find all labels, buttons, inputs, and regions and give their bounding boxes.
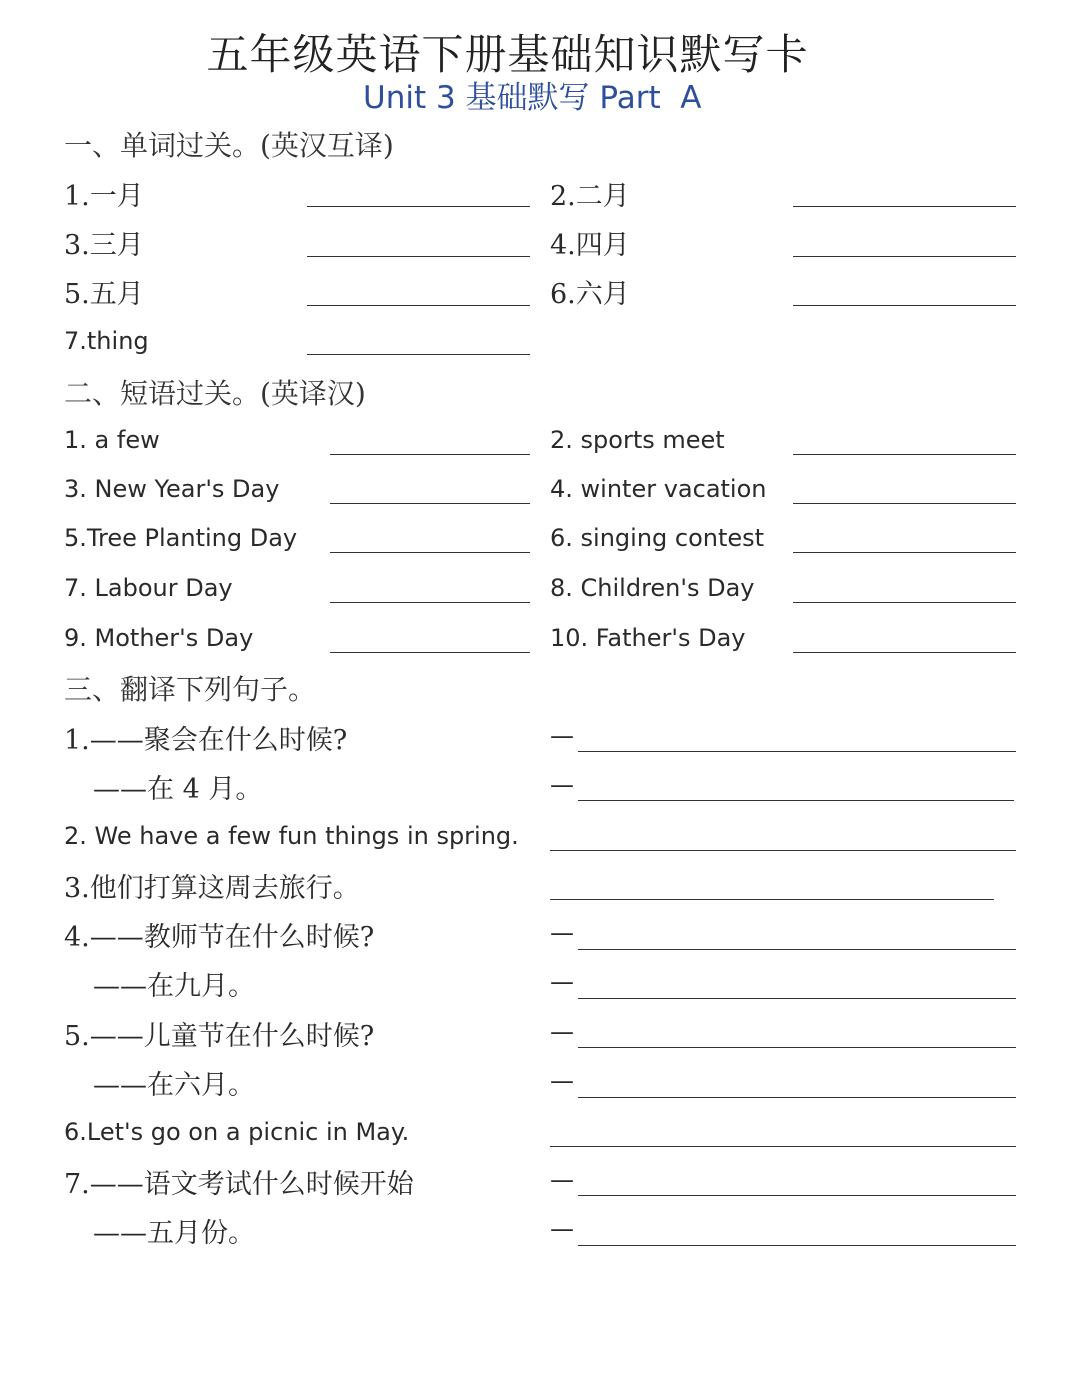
phrase-item: 8. Children's Day: [550, 574, 755, 602]
word-item: 4.四月: [550, 230, 630, 261]
dash-mark: —: [550, 1067, 574, 1095]
answer-line[interactable]: [578, 800, 1014, 801]
phrase-item: 3. New Year's Day: [64, 475, 280, 503]
word-item: 5.五月: [64, 279, 144, 310]
phrase-item: 9. Mother's Day: [64, 624, 254, 652]
answer-line[interactable]: [793, 256, 1016, 257]
answer-line[interactable]: [307, 256, 530, 257]
answer-line[interactable]: [793, 305, 1016, 306]
dash-mark: —: [550, 722, 574, 750]
word-item: 1.一月: [64, 181, 144, 212]
page-title: 五年级英语下册基础知识默写卡: [206, 30, 809, 79]
answer-line[interactable]: [550, 1146, 1016, 1147]
answer-line[interactable]: [550, 850, 1016, 851]
answer-line[interactable]: [578, 998, 1016, 999]
phrase-item: 1. a few: [64, 426, 160, 454]
sentence-item: 4.——教师节在什么时候?: [64, 922, 375, 953]
sentence-item: ——五月份。: [93, 1218, 255, 1249]
phrase-item: 4. winter vacation: [550, 475, 767, 503]
word-item: 7.thing: [64, 327, 149, 355]
phrase-item: 10. Father's Day: [550, 624, 746, 652]
subtitle-unit: Unit 3: [363, 80, 456, 116]
sentence-item: 6.Let's go on a picnic in May.: [64, 1118, 410, 1146]
answer-line[interactable]: [330, 552, 530, 553]
sentence-item: 7.——语文考试什么时候开始: [64, 1169, 414, 1200]
answer-line[interactable]: [578, 1195, 1016, 1196]
dash-mark: —: [550, 919, 574, 947]
section2-heading: 二、短语过关。(英译汉): [64, 377, 366, 410]
section1-heading: 一、单词过关。(英汉互译): [64, 129, 394, 162]
sentence-item: ——在六月。: [93, 1070, 255, 1101]
subtitle-cn: 基础默写: [465, 80, 590, 116]
answer-line[interactable]: [578, 949, 1016, 950]
phrase-item: 2. sports meet: [550, 426, 725, 454]
sentence-item: 5.——儿童节在什么时候?: [64, 1021, 375, 1052]
answer-line[interactable]: [307, 354, 530, 355]
answer-line[interactable]: [793, 602, 1016, 603]
answer-line[interactable]: [793, 454, 1016, 455]
subtitle-part: Part A: [599, 80, 702, 116]
answer-line[interactable]: [578, 751, 1016, 752]
word-item: 2.二月: [550, 181, 630, 212]
section3-heading: 三、翻译下列句子。: [64, 673, 317, 706]
phrase-item: 7. Labour Day: [64, 574, 233, 602]
answer-line[interactable]: [578, 1245, 1016, 1246]
dash-mark: —: [550, 1215, 574, 1243]
answer-line[interactable]: [793, 652, 1016, 653]
answer-line[interactable]: [793, 503, 1016, 504]
dash-mark: —: [550, 771, 574, 799]
sentence-item: ——在 4 月。: [93, 774, 263, 805]
answer-line[interactable]: [793, 552, 1016, 553]
answer-line[interactable]: [330, 652, 530, 653]
sentence-item: 3.他们打算这周去旅行。: [64, 873, 360, 904]
phrase-item: 6. singing contest: [550, 524, 765, 552]
word-item: 3.三月: [64, 230, 144, 261]
sentence-item: 2. We have a few fun things in spring.: [64, 822, 519, 850]
phrase-item: 5.Tree Planting Day: [64, 524, 298, 552]
answer-line[interactable]: [330, 503, 530, 504]
answer-line[interactable]: [330, 454, 530, 455]
dash-mark: —: [550, 968, 574, 996]
dash-mark: —: [550, 1166, 574, 1194]
dash-mark: —: [550, 1018, 574, 1046]
answer-line[interactable]: [550, 899, 994, 900]
sentence-item: 1.——聚会在什么时候?: [64, 725, 348, 756]
answer-line[interactable]: [330, 602, 530, 603]
answer-line[interactable]: [307, 305, 530, 306]
subtitle: [363, 72, 702, 117]
answer-line[interactable]: [578, 1097, 1016, 1098]
answer-line[interactable]: [307, 206, 530, 207]
answer-line[interactable]: [578, 1047, 1016, 1048]
answer-line[interactable]: [793, 206, 1016, 207]
sentence-item: ——在九月。: [93, 971, 255, 1002]
word-item: 6.六月: [550, 279, 630, 310]
